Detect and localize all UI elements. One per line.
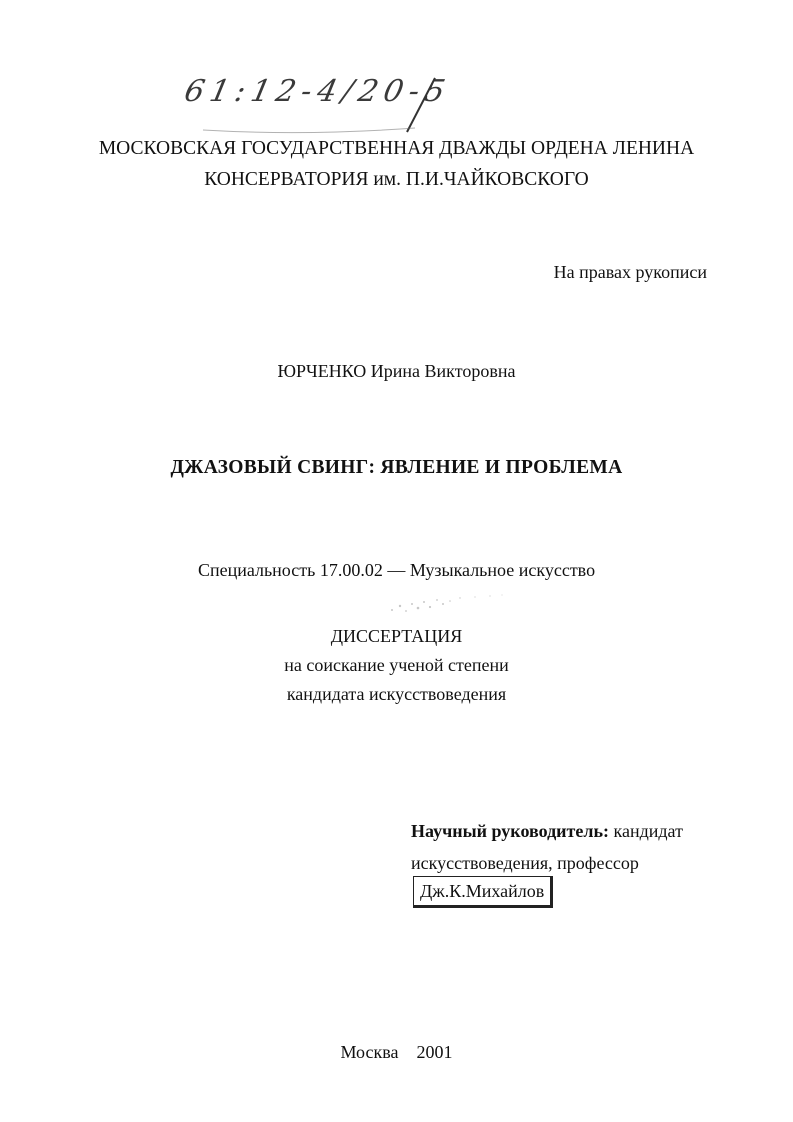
year: 2001 bbox=[416, 1042, 453, 1062]
specialty-line: Специальность 17.00.02 — Музыкальное искусство bbox=[197, 560, 596, 580]
dissertation-heading: ДИССЕРТАЦИЯ bbox=[330, 626, 463, 646]
institution-header bbox=[0, 133, 793, 195]
dissertation-title: ДЖАЗОВЫЙ СВИНГ: ЯВЛЕНИЕ И ПРОБЛЕМА bbox=[170, 457, 623, 478]
dissertation-degree-line: на соискание ученой степени bbox=[284, 655, 509, 675]
institution-line-2: КОНСЕРВАТОРИЯ им. П.И.ЧАЙКОВСКОГО bbox=[204, 169, 589, 190]
institution-line-1: МОСКОВСКАЯ ГОСУДАРСТВЕННАЯ ДВАЖДЫ ОРДЕНА ЛЕНИНА bbox=[98, 138, 695, 159]
author-name: ЮРЧЕНКО Ирина Викторовна bbox=[277, 361, 516, 381]
supervisor-block bbox=[411, 815, 751, 879]
dissertation-field-line: кандидата искусствоведения bbox=[286, 684, 507, 704]
stamp-smudge bbox=[380, 592, 510, 618]
supervisor-label: Научный руководитель: bbox=[411, 821, 609, 841]
supervisor-name-box bbox=[413, 876, 553, 908]
handwritten-registration-number bbox=[181, 74, 545, 136]
handwriting-strokes bbox=[185, 74, 545, 136]
supervisor-line-1 bbox=[411, 815, 751, 847]
supervisor-name: Дж.К.Михайлов bbox=[420, 881, 545, 901]
city-year-footer bbox=[0, 1042, 793, 1063]
supervisor-degree-part-1: кандидат bbox=[613, 821, 683, 841]
handwritten-note-text: 61:12-4/20-5 bbox=[181, 74, 454, 109]
city: Москва bbox=[340, 1042, 399, 1062]
rights-notice: На правах рукописи bbox=[553, 262, 707, 282]
dissertation-block bbox=[0, 622, 793, 709]
supervisor-degree-part-2: искусствоведения, профессор bbox=[411, 853, 639, 873]
